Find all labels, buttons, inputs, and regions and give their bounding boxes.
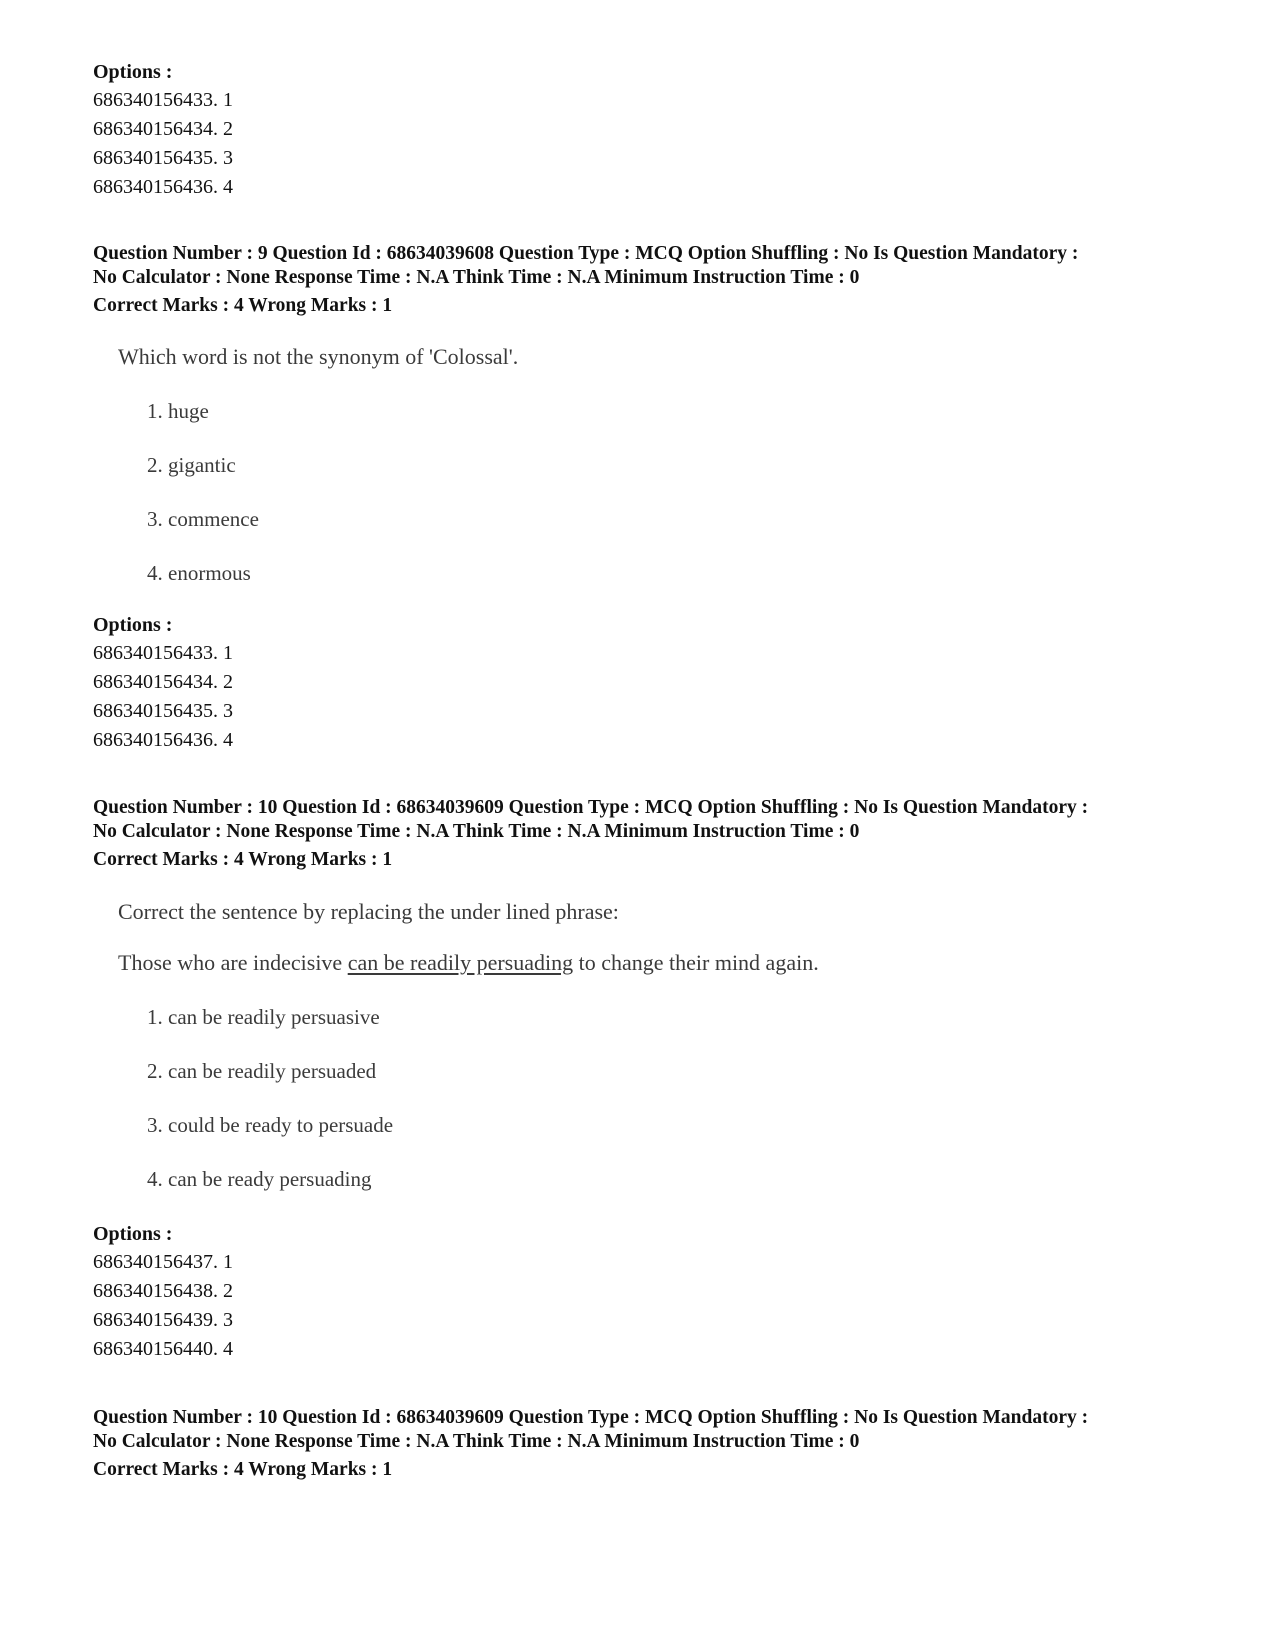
question-meta-line: Question Number : 10 Question Id : 68634039609 Question Type : MCQ Option Shuffling : No Is Question Mandatory : (93, 797, 1089, 818)
answer-choice: 2. can be readily persuaded (147, 1059, 377, 1083)
options-label: Options : (93, 61, 173, 83)
marks-line: Correct Marks : 4 Wrong Marks : 1 (93, 295, 393, 316)
question-10-sentence (118, 949, 819, 977)
question-10-instruction: Correct the sentence by replacing the under lined phrase: (118, 899, 619, 924)
answer-choice: 2. gigantic (147, 453, 236, 477)
question-10-header (93, 796, 1243, 872)
question-meta-line: No Calculator : None Response Time : N.A Think Time : N.A Minimum Instruction Time : 0 (93, 267, 860, 288)
marks-line: Correct Marks : 4 Wrong Marks : 1 (93, 849, 393, 870)
answer-choice: 3. commence (147, 507, 259, 531)
answer-choice: 1. huge (147, 399, 209, 423)
option-row: 686340156435. 3 (93, 147, 233, 169)
question-meta-line: Question Number : 9 Question Id : 68634039608 Question Type : MCQ Option Shuffling : No Is Question Mandatory : (93, 243, 1079, 264)
options-label: Options : (93, 1223, 173, 1245)
question-9-options (93, 611, 233, 755)
options-label: Options : (93, 614, 173, 636)
question-10-options (93, 1220, 233, 1364)
option-row: 686340156433. 1 (93, 89, 233, 111)
option-row: 686340156436. 4 (93, 729, 233, 751)
sentence-text: to change their mind again. (573, 950, 819, 975)
underlined-phrase: can be readily persuading (347, 950, 574, 975)
top-options-section (93, 58, 233, 202)
answer-choice: 4. enormous (147, 561, 251, 585)
option-row: 686340156440. 4 (93, 1338, 233, 1360)
question-meta-line: No Calculator : None Response Time : N.A Think Time : N.A Minimum Instruction Time : 0 (93, 821, 860, 842)
answer-choice: 4. can be ready persuading (147, 1167, 372, 1191)
question-10-repeat-header (93, 1406, 1243, 1482)
option-row: 686340156434. 2 (93, 118, 233, 140)
option-row: 686340156439. 3 (93, 1309, 233, 1331)
option-row: 686340156435. 3 (93, 700, 233, 722)
sentence-text: Those who are indecisive (118, 950, 348, 975)
question-9-stem: Which word is not the synonym of 'Colossal'. (118, 344, 519, 369)
answer-choice: 3. could be ready to persuade (147, 1113, 394, 1137)
option-row: 686340156437. 1 (93, 1251, 233, 1273)
option-row: 686340156434. 2 (93, 671, 233, 693)
question-9-header (93, 242, 1243, 318)
question-meta-line: No Calculator : None Response Time : N.A Think Time : N.A Minimum Instruction Time : 0 (93, 1431, 860, 1452)
option-row: 686340156438. 2 (93, 1280, 233, 1302)
question-meta-line: Question Number : 10 Question Id : 68634039609 Question Type : MCQ Option Shuffling : No Is Question Mandatory : (93, 1407, 1089, 1428)
option-row: 686340156433. 1 (93, 642, 233, 664)
marks-line: Correct Marks : 4 Wrong Marks : 1 (93, 1459, 393, 1480)
answer-choice: 1. can be readily persuasive (147, 1005, 380, 1029)
option-row: 686340156436. 4 (93, 176, 233, 198)
